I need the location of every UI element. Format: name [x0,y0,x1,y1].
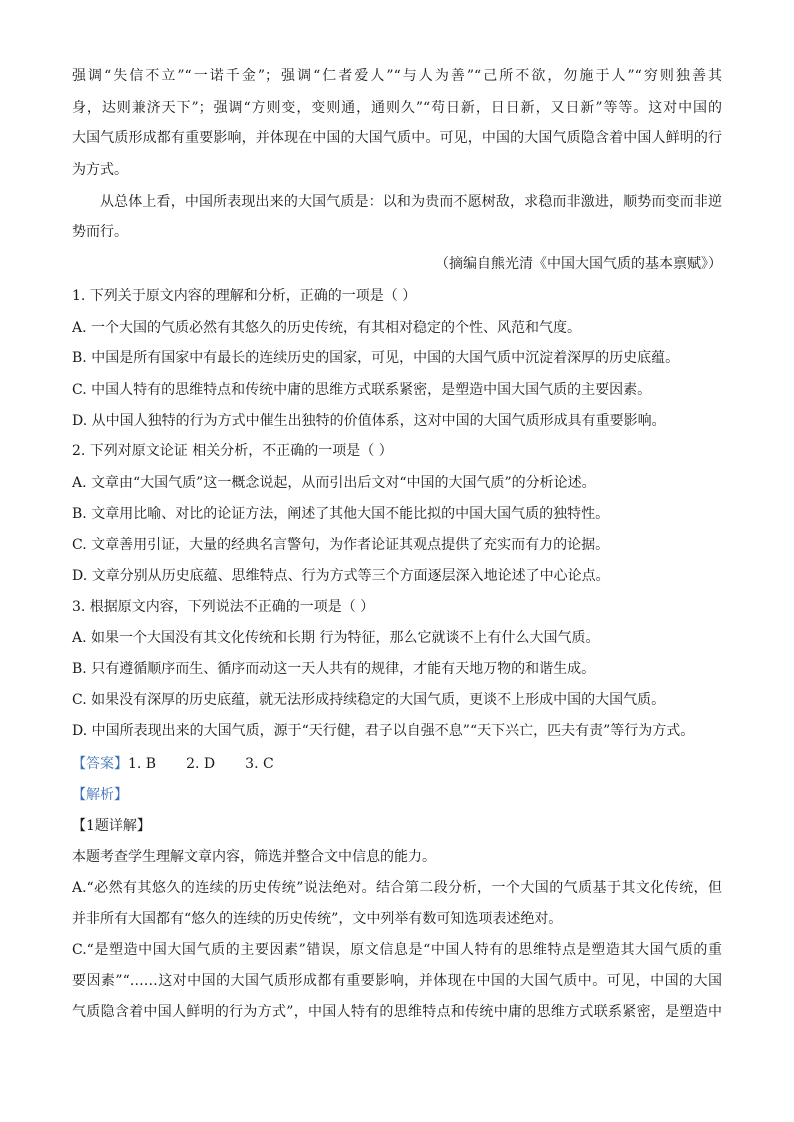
answer-item: 2. D [186,756,216,772]
question-option: D. 中国所表现出来的大国气质，源于“天行健，君子以自强不息”“天下兴亡，匹夫有责”等行为方式。 [72,723,695,739]
question-option: B. 中国是所有国家中有最长的连续历史的国家，可见，中国的大国气质中沉淀着深厚的历史底蕴。 [72,350,680,366]
analysis-c-line: C.“是塑造中国大国气质的主要因素”错误，原文信息是“中国人特有的思维特点是塑造其大国气质的重 [72,942,722,958]
question-stem: 3. 根据原文内容，下列说法不正确的一项是（ ） [72,599,375,615]
question-option: A. 一个大国的气质必然有其悠久的历史传统，有其相对稳定的个性、风范和气度。 [72,320,582,336]
question-option: D. 文章分别从历史底蕴、思维特点、行为方式等三个方面逐层深入地论述了中心论点。 [72,568,610,584]
question-option: B. 文章用比喻、对比的论证方法，阐述了其他大国不能比拟的中国大国气质的独特性。 [72,506,610,522]
passage-line: 强调“失信不立”“一诺千金”；强调“仁者爱人”“与人为善”“己所不欲，勿施于人”“穷则独善其 [72,68,722,84]
question-option: B. 只有遵循顺序而生、循序而动这一天人共有的规律，才能有天地万物的和谐生成。 [72,661,596,677]
passage-line: 身，达则兼济天下”；强调“方则变，变则通，通则久”“苟日新，日日新，又日新”等等。这对中国的 [72,100,722,116]
source-citation: （摘编自熊光清《中国大国气质的基本禀赋》） [435,256,722,272]
analysis-a-line: 并非所有大国都有“悠久的连续的历史传统”，文中列举有数可知选项表述绝对。 [72,911,563,927]
passage-line: 大国气质形成都有重要影响，并体现在中国的大国气质中。可见，中国的大国气质隐含着中国人鲜明的行 [72,130,722,146]
question-option: C. 如果没有深厚的历史底蕴，就无法形成持续稳定的大国气质，更谈不上形成中国的大国气质。 [72,692,666,708]
question-option: A. 文章由“大国气质”这一概念说起，从而引出后文对“中国的大国气质”的分析论述。 [72,475,596,491]
analysis-c-line: 气质隐含着中国人鲜明的行为方式”，中国人特有的思维特点和传统中庸的思维方式联系紧密，是塑造中 [72,1004,722,1020]
answer-item: 1. B [128,756,157,772]
question-option: A. 如果一个大国没有其文化传统和长期 行为特征，那么它就谈不上有什么大国气质。 [72,630,600,646]
answer-line [72,754,722,774]
question-stem: 1. 下列关于原文内容的理解和分析，正确的一项是（ ） [72,288,417,304]
analysis-intro: 本题考查学生理解文章内容，筛选并整合文中信息的能力。 [72,849,436,865]
analysis-tag: 【解析】 [72,787,128,803]
analysis-a-line: A.“必然有其悠久的连续的历史传统”说法绝对。结合第二段分析，一个大国的气质基于其文化传统，但 [72,880,722,896]
detail-header: 【1题详解】 [72,818,151,834]
summary-line: 从总体上看，中国所表现出来的大国气质是：以和为贵而不愿树敌，求稳而非激进，顺势而变而非逆 [100,194,722,210]
analysis-c-line: 要因素”“……这对中国的大国气质形成都有重要影响，并体现在中国的大国气质中。可见，中国的大国 [72,973,722,989]
question-option: D. 从中国人独特的行为方式中催生出独特的价值体系，这对中国的大国气质形成具有重要影响。 [72,413,666,429]
answer-item: 3. C [245,756,274,772]
summary-line: 势而行。 [72,224,128,240]
question-option: C. 中国人特有的思维特点和传统中庸的思维方式联系紧密，是塑造中国大国气质的主要因素。 [72,382,652,398]
question-option: C. 文章善用引证，大量的经典名言警句，为作者论证其观点提供了充实而有力的论据。 [72,537,610,553]
question-stem: 2. 下列对原文论证 相关分析，不正确的一项是（ ） [72,443,393,459]
passage-line: 为方式。 [72,162,128,178]
answer-tag: 【答案】 [72,756,128,772]
